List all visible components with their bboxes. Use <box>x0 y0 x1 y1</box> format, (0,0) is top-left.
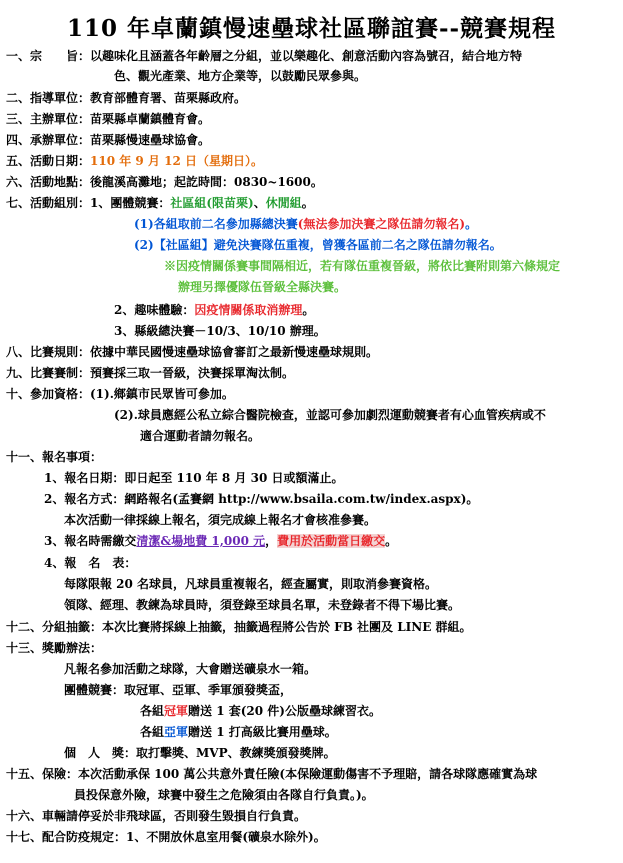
registration-fee-end: 。 <box>385 534 398 548</box>
awards-heading: 十三、獎勵辦法： <box>6 641 103 655</box>
eligibility-health-cont: 適合運動者請勿報名。 <box>140 429 261 443</box>
registration-fee-sep: ， <box>265 534 278 548</box>
eligibility-health: (2).球員應經公私立綜合醫院檢查，並認可參加劇烈運動競賽者有心血管疾病或不 <box>114 408 546 422</box>
registration-fee-amount: 清潔&場地費 1,000 元 <box>136 534 266 548</box>
fun-experience-label: 2、趣味體驗： <box>114 303 195 317</box>
insurance-cont: 員投保意外險，球賽中發生之危險須由各隊自行負責。)。 <box>74 788 374 802</box>
organizer-unit: 四、承辦單位：苗栗縣慢速壘球協會。 <box>6 133 211 147</box>
awards-team: 團體競賽：取冠軍、亞軍、季軍頒發獎盃， <box>64 683 293 697</box>
fun-experience-cancelled: 因疫情關係取消辦理 <box>194 303 303 317</box>
awards-individual: 個 人 獎：取打擊獎、MVP、教練獎頒發獎牌。 <box>64 746 336 760</box>
awards-champion-prefix: 各組 <box>140 704 165 718</box>
epidemic-rules: 十七、配合防疫規定：1、不開放休息室用餐(礦泉水除外)。 <box>6 830 326 844</box>
registration-limit: 每隊限報 20 名球員，凡球員重複報名，經查屬實，則取消參賽資格。 <box>64 577 438 591</box>
rule-top-two-warning: (無法參加決賽之隊伍請勿報名) <box>297 217 466 231</box>
registration-fee <box>44 531 397 551</box>
registration-fee-payday: 費用於活動當日繳交 <box>277 534 386 548</box>
awards-champion-prize: 贈送 1 套(20 件)公版壘球練習衣。 <box>188 704 381 718</box>
awards-runner-up-prefix: 各組 <box>140 725 165 739</box>
purpose-line-cont: 色、觀光產業、地方企業等，以鼓勵民眾參與。 <box>114 69 367 83</box>
awards-runner-up-prize: 贈送 1 打高級比賽用壘球。 <box>188 725 337 739</box>
insurance: 十五、保險：本次活動承保 100 萬公共意外責任險(本保險運動傷害不予理賠，請各球隊應確實為球 <box>6 767 538 781</box>
eligibility: 十、參加資格：(1).鄉鎮市民眾皆可參加。 <box>6 387 234 401</box>
event-date <box>6 151 263 171</box>
epidemic-note-cont: 辦理另擇優隊伍晉級全縣決賽。 <box>178 280 347 294</box>
registration-fee-label: 3、報名時需繳交 <box>44 534 137 548</box>
event-groups-label: 七、活動組別：1、團體競賽： <box>6 196 171 210</box>
awards-runner-up <box>140 722 337 742</box>
group-separator: 、 <box>253 196 266 210</box>
registration-heading: 十一、報名事項： <box>6 450 103 464</box>
epidemic-note: ※因疫情關係賽事間隔相近，若有隊伍重複晉級，將依比賽附則第六條規定 <box>164 259 561 273</box>
awards-water: 凡報名參加活動之球隊，大會贈送礦泉水一箱。 <box>64 662 317 676</box>
event-location: 六、活動地點：後龍溪高灘地；起訖時間：0830~1600。 <box>6 175 323 189</box>
group-end: 。 <box>301 196 314 210</box>
guidance-unit: 二、指導單位：教育部體育署、苗栗縣政府。 <box>6 91 247 105</box>
rule-community: (2)【社區組】避免決賽隊伍重複，曾獲各區前二名之隊伍請勿報名。 <box>134 238 502 252</box>
event-date-label: 五、活動日期： <box>6 154 91 168</box>
purpose-line: 一、宗 旨：以趣味化且涵蓋各年齡層之分組，並以樂趣化、創意活動內容為號召，結合地方特 <box>6 49 523 63</box>
event-date-value: 110 年 9 月 12 日（星期日）。 <box>90 154 264 168</box>
awards-runner-up-title: 亞軍 <box>164 725 189 739</box>
rule-top-two-end: 。 <box>465 217 478 231</box>
registration-method: 2、報名方式：網路報名(孟賽網 http://www.bsaila.com.tw/index.aspx)。 <box>44 492 479 506</box>
fun-experience-end: 。 <box>302 303 315 317</box>
registration-form: 4、報 名 表： <box>44 556 137 570</box>
event-groups <box>6 193 314 213</box>
awards-champion <box>140 701 381 721</box>
community-group: 社區組(限苗栗) <box>170 196 254 210</box>
registration-date: 1、報名日期：即日起至 110 年 8 月 30 日或額滿止。 <box>44 471 344 485</box>
host-unit: 三、主辦單位：苗栗縣卓蘭鎮體育會。 <box>6 112 211 126</box>
draw: 十二、分組抽籤：本次比賽將採線上抽籤，抽籤過程將公告於 FB 社團及 LINE 群組。 <box>6 620 472 634</box>
leisure-group: 休閒組 <box>265 196 302 210</box>
page-title: 110 年卓蘭鎮慢速壘球社區聯誼賽--競賽規程 <box>66 15 557 42</box>
awards-champion-title: 冠軍 <box>164 704 189 718</box>
registration-staff: 領隊、經理、教練為球員時，須登錄至球員名單，未登錄者不得下場比賽。 <box>64 598 461 612</box>
game-format: 九、比賽賽制：預賽採三取一晉級，決賽採單淘汰制。 <box>6 366 295 380</box>
rule-top-two-text: (1)各組取前二名參加縣總決賽 <box>134 217 298 231</box>
parking: 十六、車輛請停妥於非飛球區，否則發生毀損自行負責。 <box>6 809 307 823</box>
registration-online-note: 本次活動一律採線上報名，須完成線上報名才會核准參賽。 <box>64 513 377 527</box>
fun-experience <box>114 300 314 320</box>
game-rules: 八、比賽規則：依據中華民國慢速壘球協會審訂之最新慢速壘球規則。 <box>6 345 379 359</box>
county-finals: 3、縣級總決賽－10/3、10/10 辦理。 <box>114 324 326 338</box>
rule-top-two <box>134 214 477 234</box>
